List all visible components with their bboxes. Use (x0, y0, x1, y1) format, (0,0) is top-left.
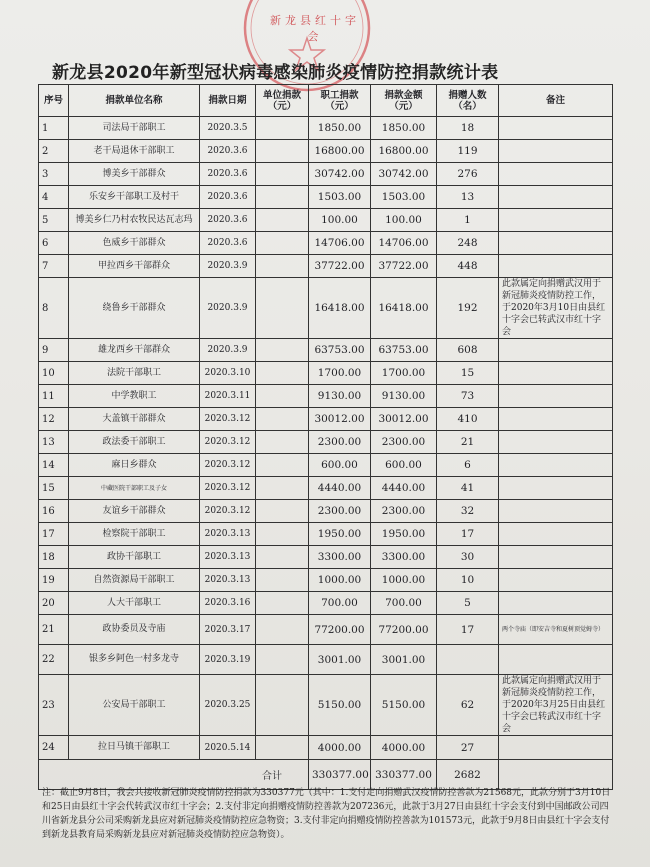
cell-unit: 政协委员及寺庙 (69, 615, 200, 645)
cell-note (499, 362, 613, 385)
cell-no: 2 (39, 140, 69, 163)
cell-unit-amount (256, 615, 309, 645)
cell-note (499, 477, 613, 500)
cell-count: 448 (437, 255, 499, 278)
cell-date: 2020.3.19 (200, 645, 256, 675)
cell-date: 2020.3.12 (200, 431, 256, 454)
cell-unit-amount (256, 569, 309, 592)
cell-no: 5 (39, 209, 69, 232)
cell-total-amount: 2300.00 (371, 431, 437, 454)
cell-date: 2020.3.17 (200, 615, 256, 645)
header-date: 捐款日期 (200, 85, 256, 117)
total-staff: 330377.00 (309, 760, 371, 790)
table-row (39, 569, 613, 592)
cell-unit-amount (256, 454, 309, 477)
total-amount: 330377.00 (371, 760, 437, 790)
cell-note (499, 232, 613, 255)
cell-total-amount: 1850.00 (371, 117, 437, 140)
cell-total-amount: 600.00 (371, 454, 437, 477)
cell-unit-amount (256, 645, 309, 675)
cell-staff-amount: 1850.00 (309, 117, 371, 140)
cell-total-amount: 3300.00 (371, 546, 437, 569)
cell-note: 此款属定向捐赠武汉用于新冠肺炎疫情防控工作，于2020年3月25日由县红十字会已转武汉市红十字会 (499, 675, 613, 736)
cell-unit-amount (256, 385, 309, 408)
cell-no: 1 (39, 117, 69, 140)
cell-unit: 老干局退休干部职工 (69, 140, 200, 163)
cell-unit: 色威乡干部群众 (69, 232, 200, 255)
table-row (39, 117, 613, 140)
cell-note (499, 736, 613, 760)
cell-note (499, 645, 613, 675)
cell-staff-amount: 700.00 (309, 592, 371, 615)
cell-staff-amount: 4000.00 (309, 736, 371, 760)
cell-note (499, 163, 613, 186)
cell-unit: 司法局干部职工 (69, 117, 200, 140)
cell-count: 32 (437, 500, 499, 523)
cell-note: 此款属定向捐赠武汉用于新冠肺炎疫情防控工作，于2020年3月10日由县红十字会已转武汉市红十字会 (499, 278, 613, 339)
cell-count: 17 (437, 523, 499, 546)
cell-unit-amount (256, 117, 309, 140)
cell-count: 13 (437, 186, 499, 209)
cell-count: 21 (437, 431, 499, 454)
cell-date: 2020.3.10 (200, 362, 256, 385)
table-row (39, 278, 613, 339)
total-label: 合计 (39, 760, 309, 790)
cell-total-amount: 3001.00 (371, 645, 437, 675)
cell-unit: 政协干部职工 (69, 546, 200, 569)
cell-unit: 银多乡阿色一村多龙寺 (69, 645, 200, 675)
cell-total-amount: 5150.00 (371, 675, 437, 736)
cell-count: 30 (437, 546, 499, 569)
cell-total-amount: 30742.00 (371, 163, 437, 186)
table-row (39, 454, 613, 477)
cell-count: 27 (437, 736, 499, 760)
cell-no: 17 (39, 523, 69, 546)
cell-staff-amount: 9130.00 (309, 385, 371, 408)
table-row (39, 163, 613, 186)
footnote: 注：截止9月8日，我会共接收新冠肺炎疫情防控捐款为330377元（其中：1.支付定向捐赠武汉疫情防控善款为21568元，此款分别于3月10日和25日由县红十字会代转武汉市红十字会；2.支付非定向捐赠疫情防控善款为207236元，此款于3月27日由县红十字会支付到中国邮政公司四川省新龙县分公司采购新龙县应对新冠肺炎疫情防控应急物资；3.支付非定向捐赠疫情防控善款为101573元，此款于9月8日由县红十字会支付到新龙县教育局采购新龙县应对新冠肺炎疫情防控应急物资）。 (42, 788, 611, 840)
cell-unit-amount (256, 362, 309, 385)
cell-no: 22 (39, 645, 69, 675)
header-staff-amount: 职工捐款（元） (309, 85, 371, 117)
seal-text: 新龙县红十字会 (270, 14, 360, 43)
cell-unit: 法院干部职工 (69, 362, 200, 385)
cell-note (499, 140, 613, 163)
cell-count: 10 (437, 569, 499, 592)
cell-note (499, 255, 613, 278)
cell-unit: 博美乡干部群众 (69, 163, 200, 186)
cell-staff-amount: 2300.00 (309, 431, 371, 454)
cell-no: 12 (39, 408, 69, 431)
total-count: 2682 (437, 760, 499, 790)
cell-unit-amount (256, 408, 309, 431)
cell-unit: 中藏医院干部职工及子女 (69, 477, 200, 500)
cell-no: 7 (39, 255, 69, 278)
cell-unit: 公安局干部职工 (69, 675, 200, 736)
cell-count: 119 (437, 140, 499, 163)
cell-date: 2020.3.6 (200, 186, 256, 209)
cell-count: 608 (437, 339, 499, 362)
cell-date: 2020.3.12 (200, 408, 256, 431)
table-row (39, 523, 613, 546)
cell-staff-amount: 3001.00 (309, 645, 371, 675)
cell-unit: 绕鲁乡干部群众 (69, 278, 200, 339)
cell-unit-amount (256, 546, 309, 569)
cell-unit: 检察院干部职工 (69, 523, 200, 546)
table-row (39, 362, 613, 385)
cell-count: 18 (437, 117, 499, 140)
cell-note: 两个寺庙（即安吉寺和夏树顶觉姆寺） (499, 615, 613, 645)
cell-unit: 甲拉西乡干部群众 (69, 255, 200, 278)
header-total-amount: 捐款金额（元） (371, 85, 437, 117)
cell-unit-amount (256, 163, 309, 186)
cell-total-amount: 37722.00 (371, 255, 437, 278)
table-row (39, 645, 613, 675)
cell-total-amount: 1950.00 (371, 523, 437, 546)
cell-count: 15 (437, 362, 499, 385)
cell-total-amount: 100.00 (371, 209, 437, 232)
table-row (39, 615, 613, 645)
table-row (39, 209, 613, 232)
cell-staff-amount: 4440.00 (309, 477, 371, 500)
header-count: 捐赠人数（名） (437, 85, 499, 117)
cell-count: 73 (437, 385, 499, 408)
cell-count: 192 (437, 278, 499, 339)
table-row (39, 592, 613, 615)
cell-staff-amount: 16800.00 (309, 140, 371, 163)
table-row (39, 736, 613, 760)
cell-no: 18 (39, 546, 69, 569)
cell-note (499, 592, 613, 615)
cell-date: 2020.5.14 (200, 736, 256, 760)
table-row (39, 232, 613, 255)
cell-unit-amount (256, 675, 309, 736)
cell-staff-amount: 1700.00 (309, 362, 371, 385)
cell-total-amount: 1000.00 (371, 569, 437, 592)
cell-date: 2020.3.12 (200, 500, 256, 523)
cell-total-amount: 30012.00 (371, 408, 437, 431)
cell-unit: 雄龙西乡干部群众 (69, 339, 200, 362)
cell-staff-amount: 3300.00 (309, 546, 371, 569)
cell-unit: 政法委干部职工 (69, 431, 200, 454)
cell-count: 17 (437, 615, 499, 645)
cell-staff-amount: 2300.00 (309, 500, 371, 523)
cell-total-amount: 16800.00 (371, 140, 437, 163)
cell-staff-amount: 1950.00 (309, 523, 371, 546)
cell-staff-amount: 1000.00 (309, 569, 371, 592)
cell-date: 2020.3.13 (200, 546, 256, 569)
cell-unit: 大盖镇干部群众 (69, 408, 200, 431)
cell-unit-amount (256, 592, 309, 615)
cell-total-amount: 2300.00 (371, 500, 437, 523)
cell-no: 10 (39, 362, 69, 385)
cell-count: 1 (437, 209, 499, 232)
cell-staff-amount: 30742.00 (309, 163, 371, 186)
table-row (39, 546, 613, 569)
cell-date: 2020.3.12 (200, 454, 256, 477)
table-row (39, 339, 613, 362)
cell-date: 2020.3.13 (200, 523, 256, 546)
cell-no: 13 (39, 431, 69, 454)
cell-no: 6 (39, 232, 69, 255)
cell-unit-amount (256, 209, 309, 232)
header-no: 序号 (39, 85, 69, 117)
table-row (39, 140, 613, 163)
cell-unit: 人大干部职工 (69, 592, 200, 615)
cell-date: 2020.3.5 (200, 117, 256, 140)
table-row (39, 500, 613, 523)
cell-count (437, 645, 499, 675)
cell-no: 3 (39, 163, 69, 186)
cell-note (499, 454, 613, 477)
cell-unit-amount (256, 500, 309, 523)
cell-date: 2020.3.9 (200, 255, 256, 278)
header-unit: 捐款单位名称 (69, 85, 200, 117)
cell-unit: 拉日马镇干部职工 (69, 736, 200, 760)
cell-count: 276 (437, 163, 499, 186)
cell-no: 11 (39, 385, 69, 408)
cell-unit: 麻日乡群众 (69, 454, 200, 477)
header-unit-amount: 单位捐款（元） (256, 85, 309, 117)
cell-staff-amount: 30012.00 (309, 408, 371, 431)
cell-no: 20 (39, 592, 69, 615)
cell-count: 5 (437, 592, 499, 615)
cell-date: 2020.3.9 (200, 278, 256, 339)
cell-staff-amount: 16418.00 (309, 278, 371, 339)
donation-table (38, 84, 613, 790)
cell-date: 2020.3.6 (200, 163, 256, 186)
cell-staff-amount: 37722.00 (309, 255, 371, 278)
cell-note (499, 500, 613, 523)
cell-count: 62 (437, 675, 499, 736)
cell-date: 2020.3.11 (200, 385, 256, 408)
cell-date: 2020.3.6 (200, 140, 256, 163)
cell-no: 24 (39, 736, 69, 760)
cell-no: 8 (39, 278, 69, 339)
cell-staff-amount: 1503.00 (309, 186, 371, 209)
cell-no: 16 (39, 500, 69, 523)
table-row (39, 408, 613, 431)
cell-unit: 中学教职工 (69, 385, 200, 408)
cell-no: 21 (39, 615, 69, 645)
cell-unit-amount (256, 255, 309, 278)
cell-note (499, 117, 613, 140)
cell-note (499, 546, 613, 569)
cell-no: 19 (39, 569, 69, 592)
cell-no: 4 (39, 186, 69, 209)
cell-staff-amount: 14706.00 (309, 232, 371, 255)
cell-no: 15 (39, 477, 69, 500)
cell-date: 2020.3.13 (200, 569, 256, 592)
cell-date: 2020.3.12 (200, 477, 256, 500)
cell-date: 2020.3.9 (200, 339, 256, 362)
cell-note (499, 408, 613, 431)
cell-count: 41 (437, 477, 499, 500)
cell-staff-amount: 100.00 (309, 209, 371, 232)
cell-total-amount: 63753.00 (371, 339, 437, 362)
header-row (39, 85, 613, 117)
cell-unit-amount (256, 278, 309, 339)
cell-note (499, 385, 613, 408)
total-note (499, 760, 613, 790)
cell-no: 23 (39, 675, 69, 736)
page-title: 新龙县2020年新型冠状病毒感染肺炎疫情防控捐款统计表 (52, 63, 499, 83)
table-row (39, 385, 613, 408)
cell-unit: 友谊乡干部群众 (69, 500, 200, 523)
cell-total-amount: 77200.00 (371, 615, 437, 645)
cell-unit-amount (256, 140, 309, 163)
cell-total-amount: 1503.00 (371, 186, 437, 209)
cell-staff-amount: 5150.00 (309, 675, 371, 736)
cell-date: 2020.3.6 (200, 209, 256, 232)
cell-unit: 自然资源局干部职工 (69, 569, 200, 592)
cell-staff-amount: 77200.00 (309, 615, 371, 645)
cell-unit: 乐安乡干部职工及村干 (69, 186, 200, 209)
cell-unit-amount (256, 431, 309, 454)
cell-note (499, 523, 613, 546)
cell-no: 14 (39, 454, 69, 477)
cell-date: 2020.3.16 (200, 592, 256, 615)
cell-unit-amount (256, 232, 309, 255)
table-row (39, 431, 613, 454)
cell-count: 6 (437, 454, 499, 477)
cell-note (499, 209, 613, 232)
table-row (39, 186, 613, 209)
cell-total-amount: 4440.00 (371, 477, 437, 500)
cell-unit-amount (256, 523, 309, 546)
header-note: 备注 (499, 85, 613, 117)
cell-total-amount: 700.00 (371, 592, 437, 615)
cell-staff-amount: 63753.00 (309, 339, 371, 362)
cell-date: 2020.3.6 (200, 232, 256, 255)
table-row (39, 255, 613, 278)
cell-count: 248 (437, 232, 499, 255)
cell-total-amount: 1700.00 (371, 362, 437, 385)
cell-total-amount: 16418.00 (371, 278, 437, 339)
table-row (39, 477, 613, 500)
cell-note (499, 186, 613, 209)
cell-unit-amount (256, 339, 309, 362)
cell-total-amount: 14706.00 (371, 232, 437, 255)
cell-unit-amount (256, 477, 309, 500)
cell-total-amount: 9130.00 (371, 385, 437, 408)
cell-date: 2020.3.25 (200, 675, 256, 736)
table-row (39, 675, 613, 736)
cell-note (499, 431, 613, 454)
cell-count: 410 (437, 408, 499, 431)
cell-total-amount: 4000.00 (371, 736, 437, 760)
total-row (39, 760, 613, 790)
cell-no: 9 (39, 339, 69, 362)
cell-staff-amount: 600.00 (309, 454, 371, 477)
cell-note (499, 569, 613, 592)
cell-unit-amount (256, 186, 309, 209)
cell-unit: 博美乡仁乃村农牧民达瓦志玛 (69, 209, 200, 232)
cell-note (499, 339, 613, 362)
cell-unit-amount (256, 736, 309, 760)
